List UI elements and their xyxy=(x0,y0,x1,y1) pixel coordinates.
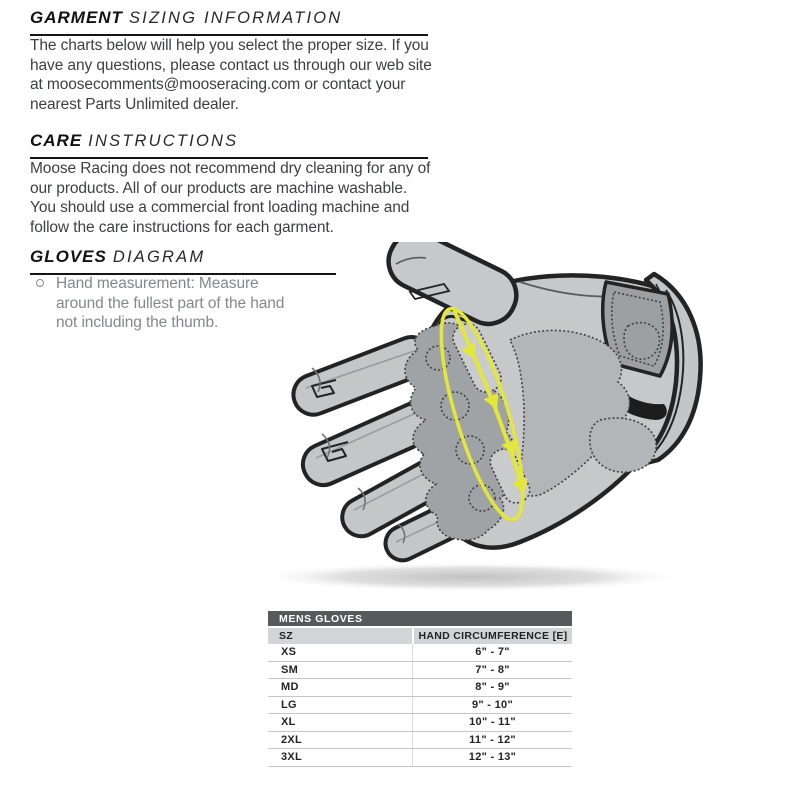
care-paragraph: Moose Racing does not recommend dry cleaning for any of our products. All of our products are machine washable. You should use a commercial front loading machine and follow the care instructions for each garment. xyxy=(30,160,431,236)
size-cell: SM xyxy=(281,663,299,676)
section-heading-garment-sizing xyxy=(30,8,428,36)
garment-sizing-paragraph: The charts below will help you select the proper size. If you have any questions, please contact us through our web site at moosecomments@mooseracing.com or contact your nearest Parts Unlimited dealer. xyxy=(30,37,432,113)
heading-secondary: SIZING INFORMATION xyxy=(128,9,343,27)
range-cell: 10" - 11" xyxy=(412,714,572,731)
heading-secondary: INSTRUCTIONS xyxy=(88,132,239,150)
range-cell: 8" - 9" xyxy=(412,679,572,696)
range-cell: 7" - 8" xyxy=(412,662,572,679)
range-cell: 12" - 13" xyxy=(412,749,572,766)
size-cell: XL xyxy=(281,716,296,729)
size-cell: MD xyxy=(281,681,299,694)
bullet-icon xyxy=(36,279,44,287)
range-cell: 6" - 7" xyxy=(412,644,572,661)
table-row xyxy=(268,714,572,732)
table-title: MENS GLOVES xyxy=(268,611,572,626)
heading-primary: CARE xyxy=(30,131,83,150)
column-header-size: SZ xyxy=(268,628,412,644)
heading-primary: GLOVES xyxy=(30,247,107,266)
heading-primary: GARMENT xyxy=(30,8,123,27)
range-cell: 11" - 12" xyxy=(412,732,572,749)
table-row xyxy=(268,662,572,680)
bullet-text: Hand measurement: Measure around the fullest part of the hand not including the thumb. xyxy=(56,275,285,331)
range-cell: 9" - 10" xyxy=(412,697,572,714)
section-heading-care xyxy=(30,131,428,159)
mens-gloves-table xyxy=(268,611,572,767)
size-cell: 3XL xyxy=(281,751,303,764)
size-cell: 2XL xyxy=(281,733,303,746)
table-row xyxy=(268,697,572,715)
table-row xyxy=(268,749,572,767)
size-cell: LG xyxy=(281,698,297,711)
table-row xyxy=(268,679,572,697)
hand-measurement-bullet xyxy=(36,274,298,333)
gloves-diagram-illustration xyxy=(270,242,782,604)
table-header-row xyxy=(268,628,572,644)
size-cell: XS xyxy=(281,646,297,659)
glove-shadow xyxy=(270,562,688,592)
table-row xyxy=(268,732,572,750)
column-header-circumference: HAND CIRCUMFERENCE [E] xyxy=(414,628,572,644)
table-row xyxy=(268,644,572,662)
heading-secondary: DIAGRAM xyxy=(112,248,206,266)
